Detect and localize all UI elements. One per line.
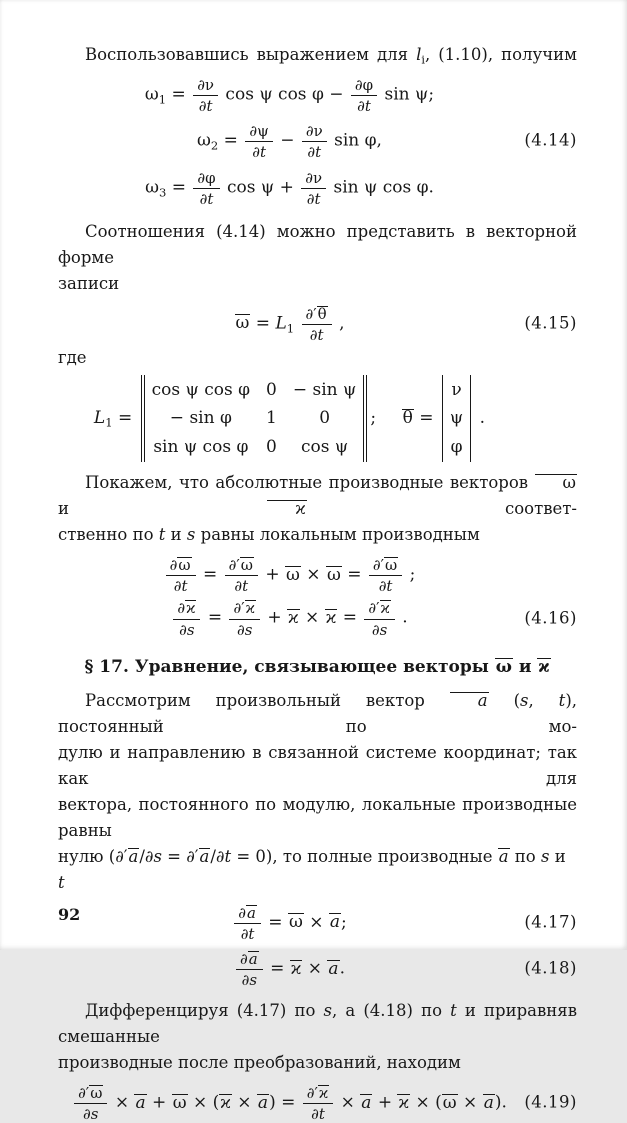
equation-label-4-14: (4.14) [524,131,577,151]
text-line: ственно по t и s равны локальным производным [58,525,480,545]
equation-4-16-line2-body: $\frac{\partial ϰ}{\partial s}$ = $\frac{\partial'ϰ}{\partial s}$ + ϰ × ϰ = $\frac{\partial'ϰ}{\partial s}$ . [171,599,407,637]
text-line: нулю (∂′a/∂s = ∂′a/∂t = 0), то полные производные a по s и t [58,846,566,892]
where-label: где [58,348,87,368]
equation-omega3-body: $\omega_3$ = $\frac{\partial\varphi}{\partial t}$ cos ψ + $\frac{\partial\nu}{\partial t}$ sin ψ cos φ. [145,168,434,208]
equation-4-17-body: $\frac{\partial a}{\partial t}$ = ω × a; [232,904,347,942]
equation-omega1 [58,76,577,114]
text-line: вектора, постоянного по модулю, локальные производные равны [58,794,577,840]
equation-omega2-body: $\omega_2$ = $\frac{\partial\psi}{\partial t}$ − $\frac{\partial\nu}{\partial t}$ sin φ, [197,122,382,162]
text-line: Покажем, что абсолютные производные векторов ω и ϰ соответ- [58,473,577,519]
equation-omega3 [58,169,577,207]
page-number: 92 [58,905,81,924]
equation-4-19 [58,1084,577,1122]
equation-4-16-line2 [58,599,577,637]
equation-label-4-18: (4.18) [524,958,577,978]
equation-4-19-body: $\frac{\partial'\omega}{\partial s}$ × a + ω × (ϰ × a) = $\frac{\partial'ϰ}{\partial t}$ × a + ϰ × (ω × a). [72,1084,507,1122]
equation-matrix-body: $L_1$ = cos ψ cos φ 0 − sin ψ − sin φ 1 0 sin ψ cos φ 0 cos ψ ; θ = ν ψ φ . [94,375,485,462]
text-line: записи [58,273,120,293]
text-line: Дифференцируя (4.17) по s, а (4.18) по t и приравняв смешанные [58,1001,577,1047]
paragraph-intro [58,42,577,68]
equation-4-17 [58,904,577,942]
equation-label-4-15: (4.15) [524,313,577,333]
equation-label-4-17: (4.17) [524,912,577,932]
equation-label-4-19: (4.19) [524,1093,577,1113]
paragraph-show [58,470,577,548]
equation-4-15-body: $\omega = L_1$ $\frac{\partial'\theta}{\partial t}$ , [235,304,345,344]
paragraph-consider [58,688,577,896]
text-line: Воспользовавшись выражением для $l_i$, (1.10), получим [85,45,577,67]
equation-label-4-16: (4.16) [524,608,577,628]
equation-4-18-body: $\frac{\partial a}{\partial s}$ = ϰ × a. [234,950,345,988]
word-where [58,345,577,371]
equation-4-16-line1-body: $\frac{\partial\omega}{\partial t}$ = $\frac{\partial'\omega}{\partial t}$ + ω × ω = $\frac{\partial'\omega}{\partial t}$ ; [164,556,416,594]
text-line: Рассмотрим произвольный вектор a (s, t), постоянный по мо- [58,690,577,736]
section-heading: § 17. Уравнение, связывающее векторы ω и ϰ [84,656,550,677]
paragraph-relations [58,219,577,297]
text-line: Соотношения (4.14) можно представить в векторной форме [58,221,577,267]
equation-4-16-line1 [58,556,577,594]
equation-omega2 [58,122,577,160]
equation-4-15 [58,305,577,343]
paragraph-differentiate [58,998,577,1076]
equation-4-18 [58,950,577,988]
equation-matrix-L1-theta [58,375,577,462]
text-line: производные после преобразований, находим [58,1053,461,1073]
equation-omega1-body: $\omega_1$ = $\frac{\partial\nu}{\partial t}$ cos ψ cos φ − $\frac{\partial\varphi}{\partial t}$ sin ψ; [144,76,435,116]
text-line: дулю и направлению в связанной системе координат; так как для [58,742,577,788]
